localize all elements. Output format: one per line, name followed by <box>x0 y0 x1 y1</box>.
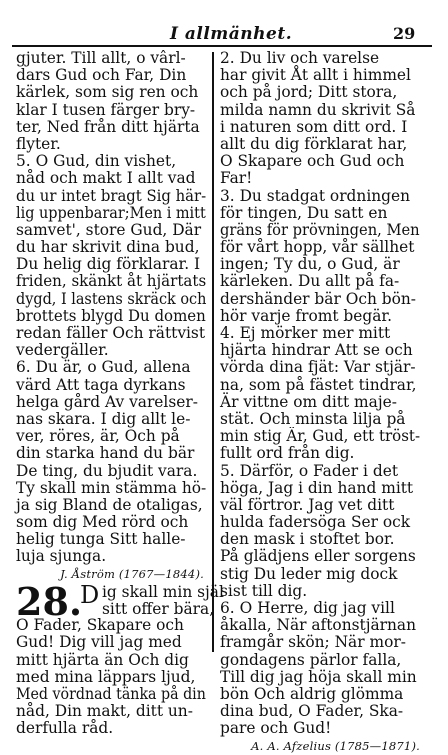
text-line: har givit Åt allt i himmel <box>220 66 411 85</box>
text-line: Till dig jag höja skall min <box>220 667 417 686</box>
text-line: allt du dig förklarat har, <box>220 134 408 153</box>
text-line: Med vördnad tänka på din <box>16 684 206 703</box>
text-line: gondagens pärlor falla, <box>220 650 402 669</box>
text-line: klar I tusen färger bry- <box>16 100 196 119</box>
text-line: pare och Gud! <box>220 719 332 738</box>
text-line: Far! <box>220 169 253 188</box>
text-line: du ur intet bragt Sig här- <box>16 186 207 205</box>
text-line: den mask i stoftet bor. <box>220 530 395 549</box>
hymn-second-line: sitt offer bära, <box>102 599 215 618</box>
text-line: dina bud, O Fader, Ska- <box>220 702 404 721</box>
text-line: ter, Ned från ditt hjärta <box>16 117 200 136</box>
text-line: vörda dina fjät: Var stjär- <box>220 358 416 377</box>
text-line: friden, skänkt åt hjärtats <box>16 272 207 291</box>
text-line: derfulla råd. <box>16 719 114 738</box>
left-column <box>16 49 224 738</box>
column-divider <box>212 52 214 652</box>
text-line: kärleken. Du allt på fa- <box>220 272 400 291</box>
text-line: gjuter. Till allt, o vârl- <box>16 49 186 67</box>
hymn-number: 28. <box>16 578 83 624</box>
text-line: samvet', store Gud, Där <box>16 220 202 239</box>
text-line: lig uppenbarar;Men i mitt <box>16 203 206 222</box>
text-line: 5. Därför, o Fader i det <box>220 461 398 480</box>
text-line: värd Att taga dyrkans <box>16 375 186 394</box>
text-line: hör varje fromt begär. <box>220 306 392 325</box>
running-header <box>0 24 448 46</box>
text-line: na, som på fästet tindrar, <box>220 375 417 394</box>
right-column <box>220 50 420 755</box>
text-line: för vårt hopp, vår sällhet <box>220 238 415 257</box>
text-line: flyter. <box>16 134 61 153</box>
text-line: Gud! Dig vill jag med <box>16 633 182 652</box>
text-line: O Skapare och Gud och <box>220 152 405 171</box>
text-line: vedergäller. <box>16 341 109 360</box>
text-line: 2. Du liv och varelse <box>220 49 380 67</box>
text-line: milda namn du skrivit Så <box>220 100 416 119</box>
text-line: nåd och makt I allt vad <box>16 169 196 188</box>
text-line: redan fäller Och rättvist <box>16 324 206 342</box>
text-line: din starka hand du bär <box>16 444 195 463</box>
text-line: helig tunga Sitt halle- <box>16 530 186 549</box>
text-line: ja sig Bland de otaligas, <box>16 495 203 514</box>
text-line: för tingen, Du satt en <box>220 203 388 222</box>
text-line: dygd, I lastens skräck och <box>16 289 207 308</box>
text-line: 3. Du stadgat ordningen <box>220 186 411 205</box>
text-line: O Fader, Skapare och <box>16 616 184 635</box>
text-line: åkalla, När aftonstjärnan <box>220 616 416 635</box>
text-line: luja sjunga. <box>16 547 107 566</box>
text-line: Är vittne om ditt maje- <box>220 392 397 411</box>
text-line: framgår skön; När mor- <box>220 633 406 652</box>
text-line: stig Du leder mig dock <box>220 564 398 583</box>
text-line: 6. Du är, o Gud, allena <box>16 358 191 377</box>
text-line: brottets blygd Du domen <box>16 306 206 325</box>
text-line: 4. Ej mörker mer mitt <box>220 324 391 342</box>
text-line: sist till dig. <box>220 581 308 600</box>
text-line: min stig Är, Gud, ett tröst- <box>220 427 421 446</box>
text-line: gräns för prövningen, Men <box>220 220 420 239</box>
text-line: ingen; Ty du, o Gud, är <box>220 255 400 274</box>
text-line: du har skrivit dina bud, <box>16 238 200 257</box>
page-number: 29 <box>393 24 416 43</box>
text-line: helga gård Av varelser- <box>16 392 198 411</box>
text-line: stät. Och minsta lilja på <box>220 409 406 428</box>
text-line: som dig Med rörd och <box>16 513 189 532</box>
right-column-text <box>220 50 420 738</box>
hymn-heading <box>16 578 224 624</box>
text-line: hjärta hindrar Att se och <box>220 341 413 360</box>
text-line: dershänder bär Och bön- <box>220 289 416 308</box>
text-line: höga, Jag i din hand mitt <box>220 478 414 497</box>
text-line: i naturen som ditt ord. I <box>220 117 408 136</box>
text-line: dars Gud och Far, Din <box>16 66 187 85</box>
text-line: bön Och aldrig glömma <box>220 684 404 703</box>
hymn-first-line: ig skall min själ <box>102 582 224 601</box>
text-line: mitt hjärta än Och dig <box>16 650 189 669</box>
text-line: fullt ord från dig. <box>220 444 355 463</box>
text-line: 5. O Gud, din vishet, <box>16 152 177 171</box>
text-line: De ting, du bjudit vara. <box>16 461 198 480</box>
header-rule <box>12 45 432 47</box>
left-attribution: J. Åström (1767—1844). <box>60 566 204 581</box>
left-column-text <box>16 50 206 566</box>
text-line: med mina läppars ljud, <box>16 667 196 686</box>
text-line: hulda fadersöga Ser ock <box>220 513 411 532</box>
text-line: nåd, Din makt, ditt un- <box>16 702 193 721</box>
text-line: kärlek, som sig ren och <box>16 83 199 102</box>
text-line: På glädjens eller sorgens <box>220 547 416 566</box>
text-line: ver, röres, är, Och på <box>16 427 180 446</box>
text-line: nas skara. I dig allt le- <box>16 409 191 428</box>
hymn-dropcap: D <box>80 580 100 609</box>
right-attribution: A. A. Afzelius (1785—1871). <box>251 738 420 753</box>
text-line: och på jord; Ditt stora, <box>220 83 398 102</box>
text-line: 6. O Herre, dig jag vill <box>220 599 395 617</box>
hymn-text <box>16 617 206 737</box>
text-line: Du helig dig förklarar. I <box>16 255 201 274</box>
text-line: väl förtror. Jag vet ditt <box>220 495 395 514</box>
text-line: Ty skall min stämma hö- <box>16 478 207 497</box>
section-title: I allmänhet. <box>170 24 293 44</box>
